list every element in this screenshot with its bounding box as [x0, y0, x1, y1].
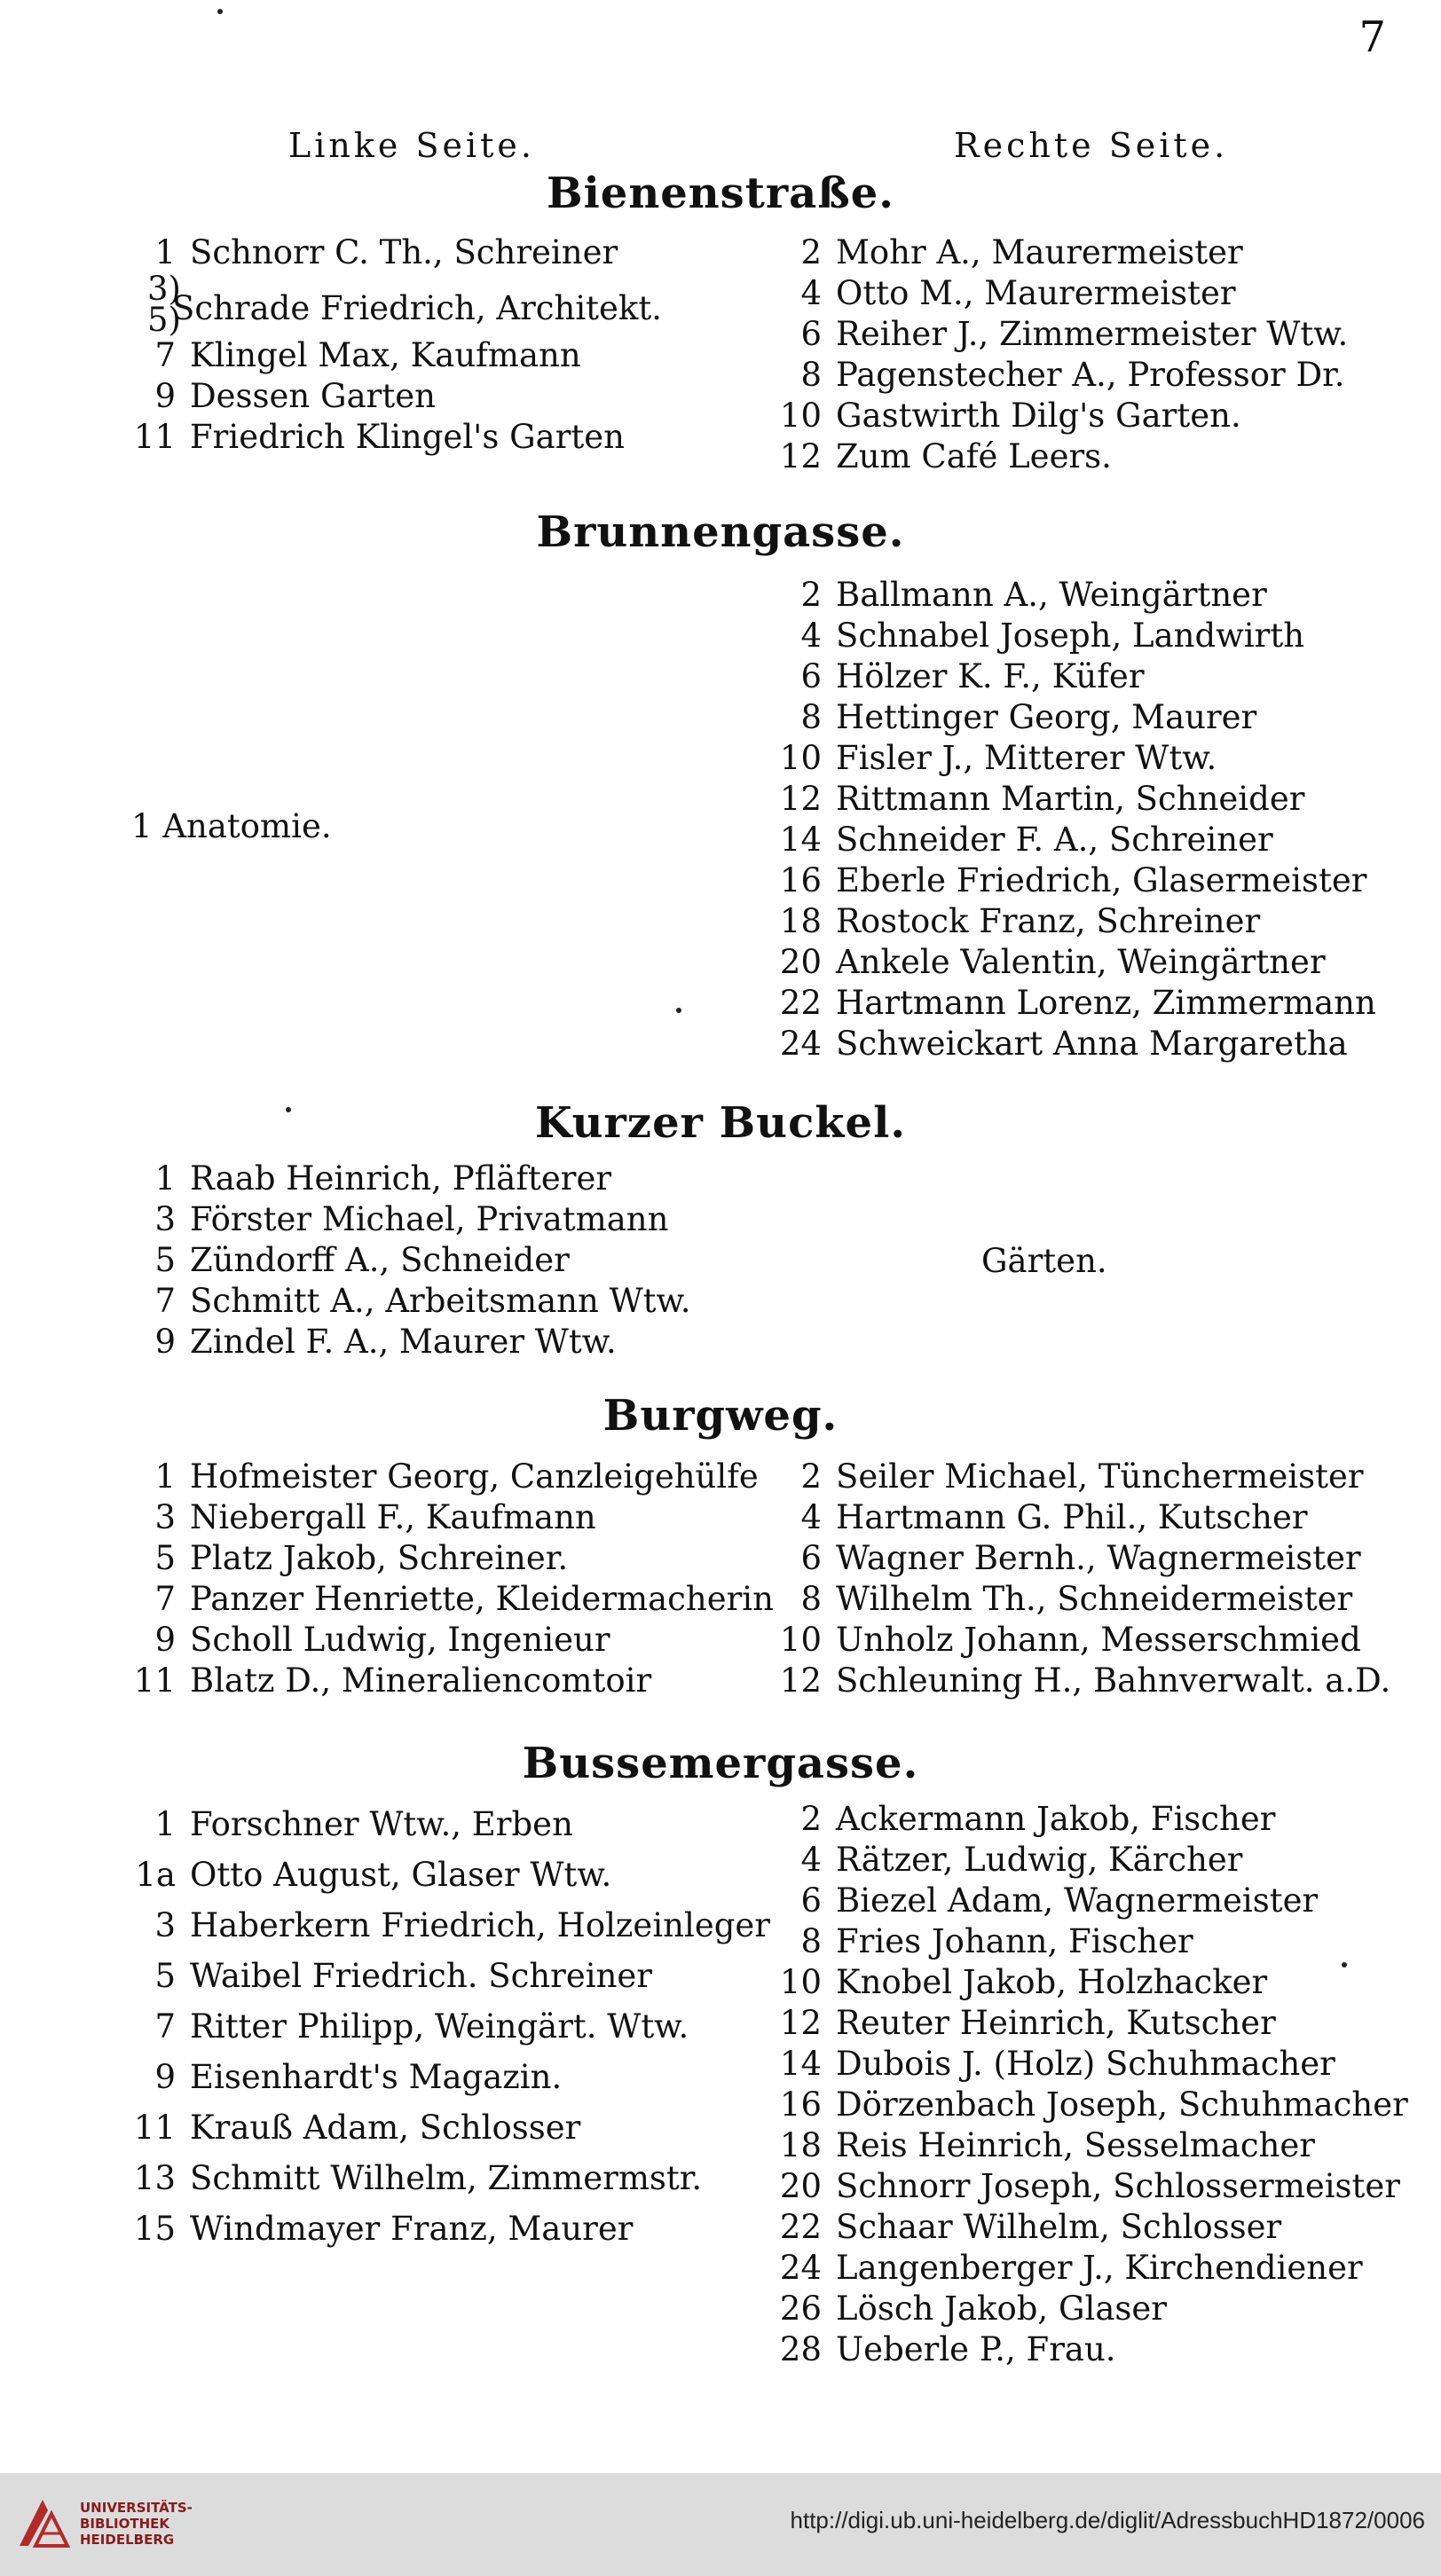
- list-item: 5 Platz Jakob, Schreiner.: [154, 1539, 569, 1577]
- list-item: 8 Hettinger Georg, Maurer: [800, 698, 1257, 736]
- list-item: 14 Dubois J. (Holz) Schuhmacher: [779, 2045, 1335, 2083]
- brunnengasse-right-column: [774, 575, 1413, 1064]
- burgweg-right-column: [774, 1457, 1413, 1701]
- print-speck: [286, 1107, 291, 1112]
- print-speck: [676, 1008, 681, 1013]
- source-url[interactable]: http://digi.ub.uni-heidelberg.de/diglit/AdressbuchHD1872/0006: [790, 2507, 1425, 2533]
- list-item: 14 Schneider F. A., Schreiner: [779, 821, 1273, 859]
- street-title-brunnengasse: Brunnengasse.: [536, 507, 905, 557]
- list-item: 9 Dessen Garten: [154, 377, 436, 415]
- print-speck: [217, 9, 223, 14]
- list-item: 7 Panzer Henriette, Kleidermacherin: [154, 1580, 774, 1618]
- list-item: 1 Forschner Wtw., Erben: [154, 1805, 573, 1843]
- list-item: 7 Ritter Philipp, Weingärt. Wtw.: [154, 2007, 689, 2046]
- street-title-bienenstrasse: Bienenstraße.: [547, 169, 894, 218]
- burgweg-left-column: [106, 1457, 781, 1701]
- list-item: 1a Otto August, Glaser Wtw.: [135, 1856, 612, 1894]
- list-item: 4 Schnabel Joseph, Landwirth: [800, 617, 1305, 655]
- list-item: 7 Schmitt A., Arbeitsmann Wtw.: [154, 1282, 691, 1320]
- list-item: 26 Lösch Jakob, Glaser: [779, 2289, 1167, 2328]
- list-item: 16 Dörzenbach Joseph, Schuhmacher: [779, 2085, 1408, 2124]
- list-item: 6 Hölzer K. F., Küfer: [800, 657, 1145, 695]
- list-item: 3 Förster Michael, Privatmann: [154, 1200, 669, 1238]
- list-item: 12 Schleuning H., Bahnverwalt. a.D.: [779, 1661, 1391, 1700]
- list-item: 4 Hartmann G. Phil., Kutscher: [800, 1498, 1308, 1536]
- kurzer-buckel-left-column: [106, 1158, 781, 1363]
- list-item: 22 Schaar Wilhelm, Schlosser: [779, 2208, 1282, 2246]
- list-item: 20 Schnorr Joseph, Schlossermeister: [779, 2167, 1400, 2205]
- list-item: 3 Haberkern Friedrich, Holzeinleger: [154, 1906, 770, 1944]
- street-title-bussemergasse: Bussemergasse.: [522, 1739, 919, 1788]
- brunnengasse-left-entry: 1 Anatomie.: [131, 807, 332, 845]
- list-item: 10 Gastwirth Dilg's Garten.: [779, 397, 1241, 435]
- list-item: 18 Reis Heinrich, Sesselmacher: [779, 2126, 1315, 2164]
- list-item: 1 Schnorr C. Th., Schreiner: [154, 233, 618, 271]
- footer-bar: [0, 2473, 1441, 2576]
- list-item: 4 Rätzer, Ludwig, Kärcher: [800, 1841, 1243, 1879]
- list-item: 9 Eisenhardt's Magazin.: [154, 2058, 563, 2096]
- bussemergasse-right-column: [774, 1799, 1413, 2370]
- bracket-numbers: 3) 5): [147, 270, 181, 339]
- list-item: 12 Rittmann Martin, Schneider: [779, 780, 1305, 818]
- list-item: 10 Unholz Johann, Messerschmied: [779, 1621, 1361, 1659]
- list-item: 10 Knobel Jakob, Holzhacker: [779, 1963, 1268, 2001]
- list-item: 8 Wilhelm Th., Schneidermeister: [800, 1580, 1353, 1618]
- list-item: 22 Hartmann Lorenz, Zimmermann: [779, 984, 1376, 1022]
- list-item: 2 Mohr A., Maurermeister: [800, 233, 1243, 271]
- list-item: 24 Schweickart Anna Margaretha: [779, 1025, 1348, 1063]
- street-title-burgweg: Burgweg.: [602, 1391, 839, 1441]
- ub-heidelberg-logo-icon: [16, 2494, 71, 2549]
- list-item: 6 Biezel Adam, Wagnermeister: [800, 1881, 1319, 1920]
- bienenstrasse-right-column: [774, 232, 1413, 477]
- list-item: 1 Raab Heinrich, Pfläfterer: [154, 1159, 612, 1198]
- kurzer-buckel-right-entry: Gärten.: [981, 1242, 1107, 1280]
- list-item: 11 Blatz D., Mineraliencomtoir: [133, 1661, 652, 1700]
- list-item: 4 Otto M., Maurermeister: [800, 274, 1236, 312]
- list-item: 9 Zindel F. A., Maurer Wtw.: [154, 1323, 617, 1361]
- list-item: 12 Zum Café Leers.: [779, 437, 1112, 475]
- list-item: 7 Klingel Max, Kaufmann: [154, 336, 581, 374]
- page-number: 7: [1358, 12, 1386, 62]
- list-item: 2 Seiler Michael, Tünchermeister: [800, 1457, 1364, 1496]
- list-item: 12 Reuter Heinrich, Kutscher: [779, 2004, 1276, 2042]
- list-item: 5 Zündorff A., Schneider: [154, 1241, 570, 1279]
- list-item: 11 Krauß Adam, Schlosser: [133, 2109, 581, 2147]
- list-item: 28 Ueberle P., Frau.: [779, 2330, 1116, 2368]
- list-item: 16 Eberle Friedrich, Glasermeister: [779, 861, 1367, 899]
- list-item: 18 Rostock Franz, Schreiner: [779, 902, 1261, 940]
- list-item: 2 Ballmann A., Weingärtner: [800, 576, 1267, 614]
- list-item: 8 Fries Johann, Fischer: [800, 1922, 1193, 1960]
- list-item-bracketed: 3) 5) Schrade Friedrich, Architekt.: [106, 273, 781, 335]
- list-item: 6 Wagner Bernh., Wagnermeister: [800, 1539, 1361, 1577]
- library-logo-text: UNIVERSITÄTS- BIBLIOTHEK HEIDELBERG: [80, 2500, 193, 2548]
- list-item: 13 Schmitt Wilhelm, Zimmermstr.: [133, 2159, 703, 2197]
- list-item: 8 Pagenstecher A., Professor Dr.: [800, 356, 1345, 394]
- list-item: 1 Hofmeister Georg, Canzleigehülfe: [154, 1457, 759, 1496]
- print-speck: [1342, 1962, 1347, 1967]
- list-item: 5 Waibel Friedrich. Schreiner: [154, 1957, 652, 1995]
- list-item: 2 Ackermann Jakob, Fischer: [800, 1800, 1276, 1838]
- list-item: 6 Reiher J., Zimmermeister Wtw.: [800, 315, 1349, 353]
- list-item: 3 Niebergall F., Kaufmann: [154, 1498, 596, 1536]
- list-item: 9 Scholl Ludwig, Ingenieur: [154, 1621, 610, 1659]
- column-heading-right: Rechte Seite.: [954, 126, 1229, 165]
- list-item: 24 Langenberger J., Kirchendiener: [779, 2249, 1363, 2287]
- column-heading-left: Linke Seite.: [288, 126, 535, 165]
- list-item: 11 Friedrich Klingel's Garten: [133, 418, 625, 456]
- street-title-kurzer-buckel: Kurzer Buckel.: [534, 1098, 907, 1148]
- bienenstrasse-left-column: [106, 232, 781, 458]
- bussemergasse-left-column: [106, 1799, 781, 2254]
- list-item: 20 Ankele Valentin, Weingärtner: [779, 943, 1326, 981]
- list-item: 10 Fisler J., Mitterer Wtw.: [779, 739, 1217, 777]
- list-item: 15 Windmayer Franz, Maurer: [133, 2210, 634, 2248]
